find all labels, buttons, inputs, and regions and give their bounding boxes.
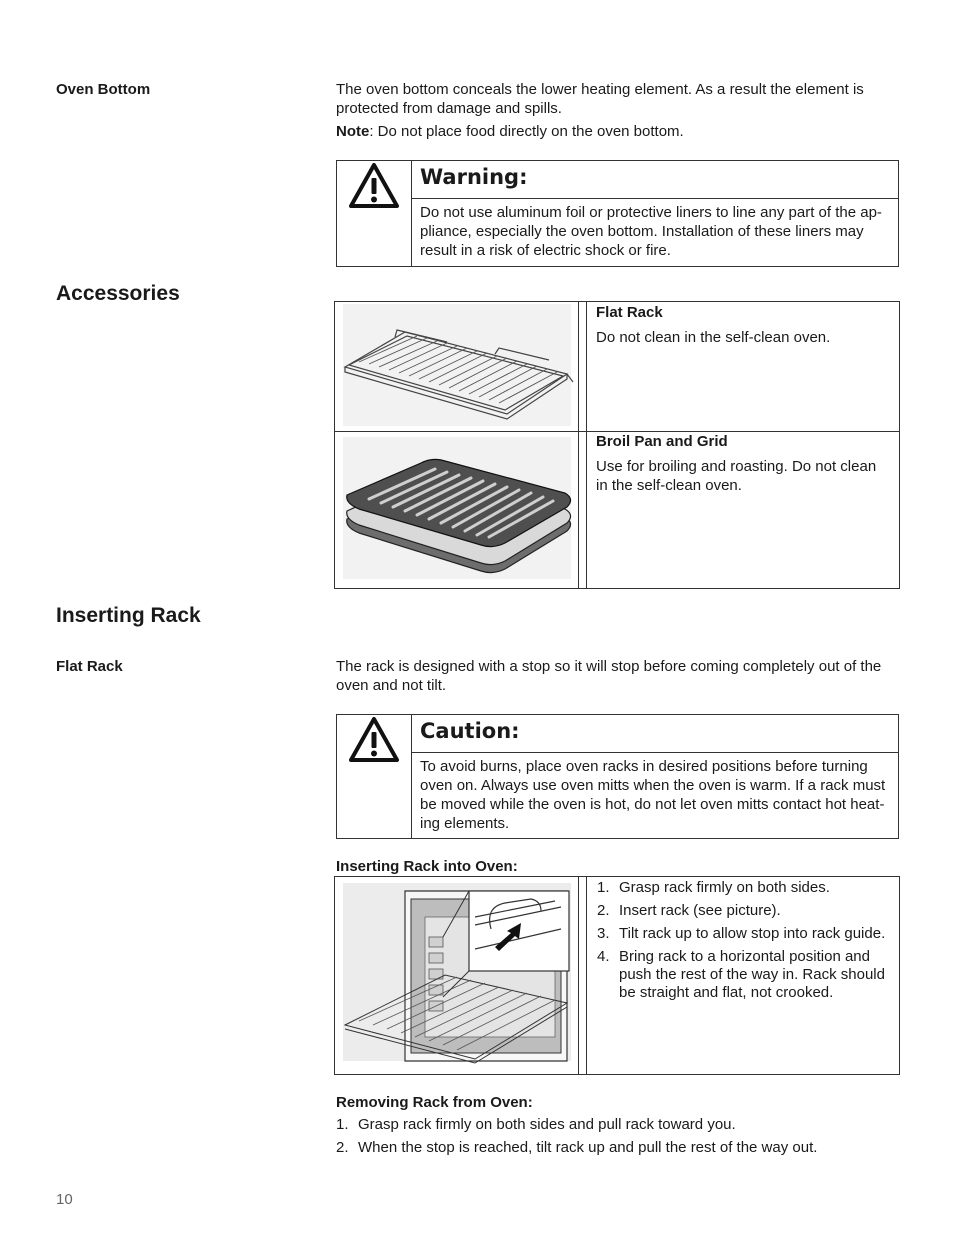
flat-rack-info: [596, 302, 891, 347]
step-text: Insert rack (see picture).: [619, 902, 781, 919]
flat-rack-illustration: [335, 302, 578, 430]
step-text: When the stop is reached, tilt rack up and pull the rest of the way out.: [358, 1139, 818, 1156]
step-number: 2.: [597, 902, 610, 919]
warning-text: Do not use aluminum foil or protective liners to line any part of the ap-pliance, especially the oven bottom. Installation of these liners may result in a risk of electric shock or fire.: [420, 204, 882, 259]
oven-rack-illustration: [335, 877, 578, 1074]
note-label: Note: [336, 123, 370, 140]
flat-rack-image: [335, 302, 579, 431]
step-text: Grasp rack firmly on both sides.: [619, 879, 830, 896]
step-text: Bring rack to a horizontal position and push the rest of the way in. Rack should be straight and flat, not crooked.: [619, 948, 885, 1001]
column-divider: [578, 431, 587, 588]
inserting-steps: [597, 879, 891, 1007]
inserting-steps-list: [597, 879, 891, 1002]
broil-pan-info: [596, 431, 891, 495]
list-item: [597, 879, 891, 897]
list-item: [336, 1116, 900, 1134]
step-text: Tilt rack up to allow stop into rack guide.: [619, 925, 886, 942]
broil-pan-description: Use for broiling and roasting. Do not clean in the self-clean oven.: [596, 457, 877, 494]
caution-title: Caution:: [420, 719, 520, 743]
removing-steps: [336, 1116, 900, 1162]
accessories-heading: Accessories: [56, 282, 180, 305]
flat-rack-title: Flat Rack: [596, 304, 663, 321]
accessories-table: [334, 301, 900, 589]
step-number: 1.: [597, 879, 610, 896]
warning-title-cell: [411, 161, 898, 199]
accessory-row-flat-rack: [335, 302, 899, 432]
list-item: [336, 1139, 900, 1157]
step-number: 3.: [597, 925, 610, 942]
inserting-rack-image: [335, 877, 579, 1074]
broil-pan-image: [335, 431, 579, 588]
column-divider: [578, 302, 587, 431]
warning-icon-cell: [337, 161, 412, 266]
broil-pan-title: Broil Pan and Grid: [596, 433, 728, 450]
flat-rack-label: Flat Rack: [56, 658, 123, 675]
caution-title-cell: [411, 715, 898, 753]
list-item: [597, 948, 891, 1002]
caution-box: [336, 714, 899, 839]
oven-bottom-text: The oven bottom conceals the lower heating element. As a result the element is protected from damage and spills.: [336, 81, 864, 117]
list-item: [597, 925, 891, 943]
inserting-table: [334, 876, 900, 1075]
oven-bottom-note: [336, 122, 898, 141]
inserting-rack-heading: Inserting Rack: [56, 604, 201, 627]
warning-box: [336, 160, 899, 267]
accessory-row-broil-pan: [335, 431, 899, 588]
column-divider: [578, 877, 587, 1074]
flat-rack-description: Do not clean in the self-clean oven.: [596, 328, 831, 346]
warning-triangle-icon: [348, 162, 400, 210]
flat-rack-text: The rack is designed with a stop so it will stop before coming completely out of the oven and not tilt.: [336, 658, 882, 694]
step-number: 2.: [336, 1139, 349, 1156]
removing-from-oven-heading: Removing Rack from Oven:: [336, 1094, 533, 1111]
step-number: 4.: [597, 948, 610, 965]
list-item: [597, 902, 891, 920]
removing-steps-list: [336, 1116, 900, 1157]
oven-bottom-label: Oven Bottom: [56, 81, 151, 98]
inserting-into-oven-heading: Inserting Rack into Oven:: [336, 858, 518, 875]
oven-bottom-section: [336, 80, 898, 141]
page-number: 10: [56, 1191, 73, 1208]
broil-pan-illustration: [335, 431, 578, 587]
warning-triangle-icon: [348, 716, 400, 764]
step-text: Grasp rack firmly on both sides and pull rack toward you.: [358, 1116, 736, 1133]
warning-title: Warning:: [420, 165, 528, 189]
step-number: 1.: [336, 1116, 349, 1133]
caution-text: To avoid burns, place oven racks in desired positions before turning oven on. Always use oven mitts when the oven is warm. If a rack must be moved while the oven is hot, do not let oven mitts contact hot heat-ing elements.: [420, 758, 886, 832]
caution-icon-cell: [337, 715, 412, 838]
note-text: : Do not place food directly on the oven bottom.: [369, 123, 684, 140]
